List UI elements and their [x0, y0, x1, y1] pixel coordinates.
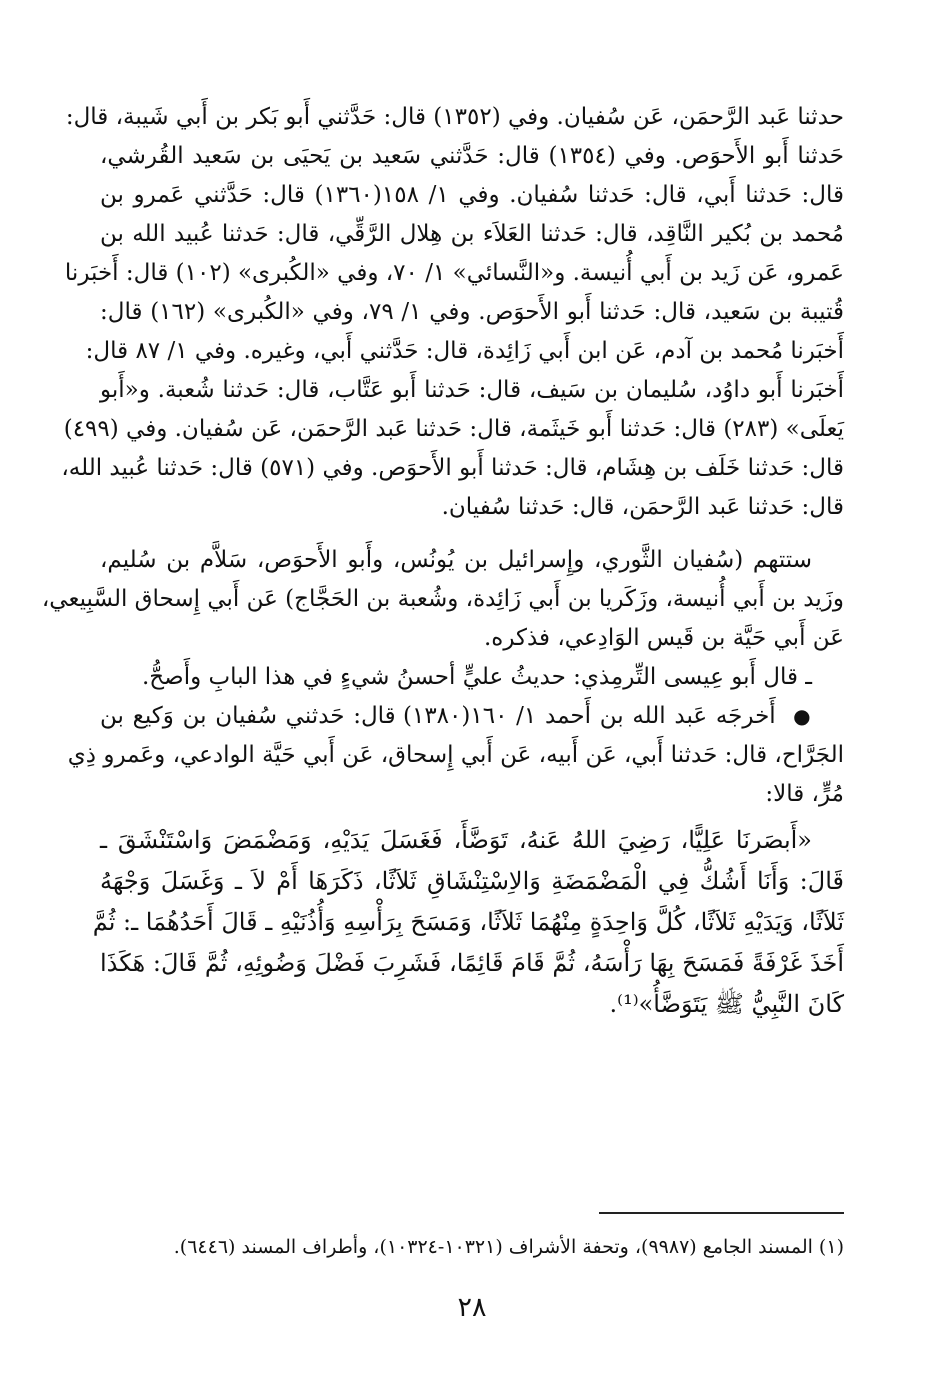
text-line: قال: حَدثنا خَلَف بن هِشَام، قال: حَدثنا أَبو الأَحوَص. وفي (٥٧١) قال: حَدثنا عُبيد الله،: [61, 455, 844, 481]
text-line: حدثنا عَبد الرَّحمَن، عَن سُفيان. وفي (١٣٥٢) قال: حَدَّثني أَبو بَكر بن أَبي شَيبة، قال:: [65, 104, 844, 130]
footnote: (١) المسند الجامع (٩٩٨٧)، وتحفة الأشراف (١٠٣٢١-١٠٣٢٤)، وأطراف المسند (٦٤٤٦).: [173, 1236, 844, 1258]
text-line: مُرٍّ، قالا:: [765, 781, 844, 807]
text-line: [100, 697, 844, 736]
hadith-line: قَالَ: وَأَنَا أَشُكُّ فِي الْمَضْمَضَةِ وَالاِسْتِنْشَاقِ ثَلاَثًا، ذَكَرَهَا أَمْ لاَ ـ وَغَسَلَ وَجْهَهُ: [100, 867, 844, 895]
footnote-divider: [599, 1212, 844, 1214]
text-line: أَخبَرنا أَبو داوُد، سُليمان بن سَيف، قال: حَدثنا أَبو عَتَّاب، قال: حَدثنا شُعبة. و«أَبو: [100, 377, 844, 403]
page-number: ٢٨: [457, 1292, 487, 1323]
text-line: الجَرَّاح، قال: حَدثنا أَبي، عَن أَبيه، عَن أَبي إِسحاق، عَن أَبي حَيَّة الوادعي، وعَمرو ذِي: [67, 742, 844, 768]
text-line: عَمرو، عَن زَيد بن أَبي أُنيسة. و«النَّسائي» ١/ ٧٠، وفي «الكُبرى» (١٠٢) قال: أَخبَرنا: [64, 260, 844, 286]
text-line: يَعلَى» (٢٨٣) قال: حَدثنا أَبو خَيثَمة، قال: حَدثنا عَبد الرَّحمَن، عَن سُفيان. وفي (٤٩٩): [63, 416, 844, 442]
text-line: أَخبَرنا مُحمد بن آدم، عَن ابن أَبي زَائِدة، قال: حَدَّثني أَبي، وغيره. وفي ١/ ٨٧ قال:: [85, 338, 844, 364]
text-line: عَن أَبي حَيَّة بن قَيس الوَادِعي، فذكره.: [483, 625, 844, 651]
text-line: مُحمد بن بُكير النَّاقِد، قال: حَدثنا العَلاَء بن هِلال الرَّقِّي، قال: حَدثنا عُبيد الله بن: [100, 221, 844, 247]
hadith-line: «أَبصَرنَا عَلِيًّا، رَضِيَ اللهُ عَنهُ، تَوَضَّأَ، فَغَسَلَ يَدَيْهِ، وَمَضْمَضَ وَاسْتَنْشَقَ ـ: [100, 826, 812, 854]
text-line: قال: حَدثنا عَبد الرَّحمَن، قال: حَدثنا سُفيان.: [441, 494, 844, 520]
text-line-content: أَخرجَه عَبد الله بن أَحمد ١/ ١٦٠(١٣٨٠) قال: حَدثني سُفيان بن وَكيع بن: [100, 703, 776, 729]
paragraph-tirmidhi: [100, 658, 844, 697]
paragraph-sources: [61, 98, 845, 527]
hadith-line: كَانَ النَّبِيُّ ﷺ يَتَوَضَّأُ»⁽¹⁾.: [609, 990, 844, 1018]
text-line: وزَيد بن أَبي أُنيسة، وزَكَريا بن أَبي زَائِدة، وشُعبة بن الحَجَّاج) عَن أَبي إِسحاق السَّبِيعي،: [41, 586, 844, 612]
hadith-line: ثَلاَثًا، وَيَدَيْهِ ثَلاَثًا، كُلَّ وَاحِدَةٍ مِنْهُمَا ثَلاَثًا، وَمَسَحَ بِرَأْسِهِ وَأُذُنَيْهِ ـ قَالَ أَحَدُهُمَا ـ: ثُمَّ: [92, 908, 844, 936]
paragraph-narrators: [41, 541, 844, 658]
page-body: [41, 98, 845, 1025]
text-line: حَدثنا أَبو الأَحوَص. وفي (١٣٥٤) قال: حَدَّثني سَعيد بن يَحيَى بن سَعيد القُرشي،: [100, 143, 844, 169]
hadith-line: أَخَذَ غَرْفَةً فَمَسَحَ بِهَا رَأْسَهُ، ثُمَّ قَامَ قَائِمًا، فَشَرِبَ فَضْلَ وَضُوئِهِ، ثُمَّ قَالَ: هَكَذَا: [100, 949, 844, 977]
text-line: ستتهم (سُفيان الثَّوري، وإِسرائيل بن يُونُس، وأَبو الأَحوَص، سَلاَّم بن سُليم،: [100, 547, 812, 573]
hadith-text: [92, 820, 844, 1025]
bullet-icon: ●: [793, 704, 813, 728]
text-line: قال: حَدثنا أَبي، قال: حَدثنا سُفيان. وفي ١/ ١٥٨(١٣٦٠) قال: حَدَّثني عَمرو بن: [100, 182, 845, 208]
paragraph-takhrij: [67, 697, 844, 814]
text-line: قُتيبة بن سَعيد، قال: حَدثنا أَبو الأَحوَص. وفي ١/ ٧٩، وفي «الكُبرى» (١٦٢) قال:: [100, 299, 844, 325]
text-line: ـ قال أَبو عِيسى التِّرمِذي: حديثُ عليٍّ أحسنُ شيءٍ في هذا البابِ وأَصحُّ.: [142, 664, 812, 690]
